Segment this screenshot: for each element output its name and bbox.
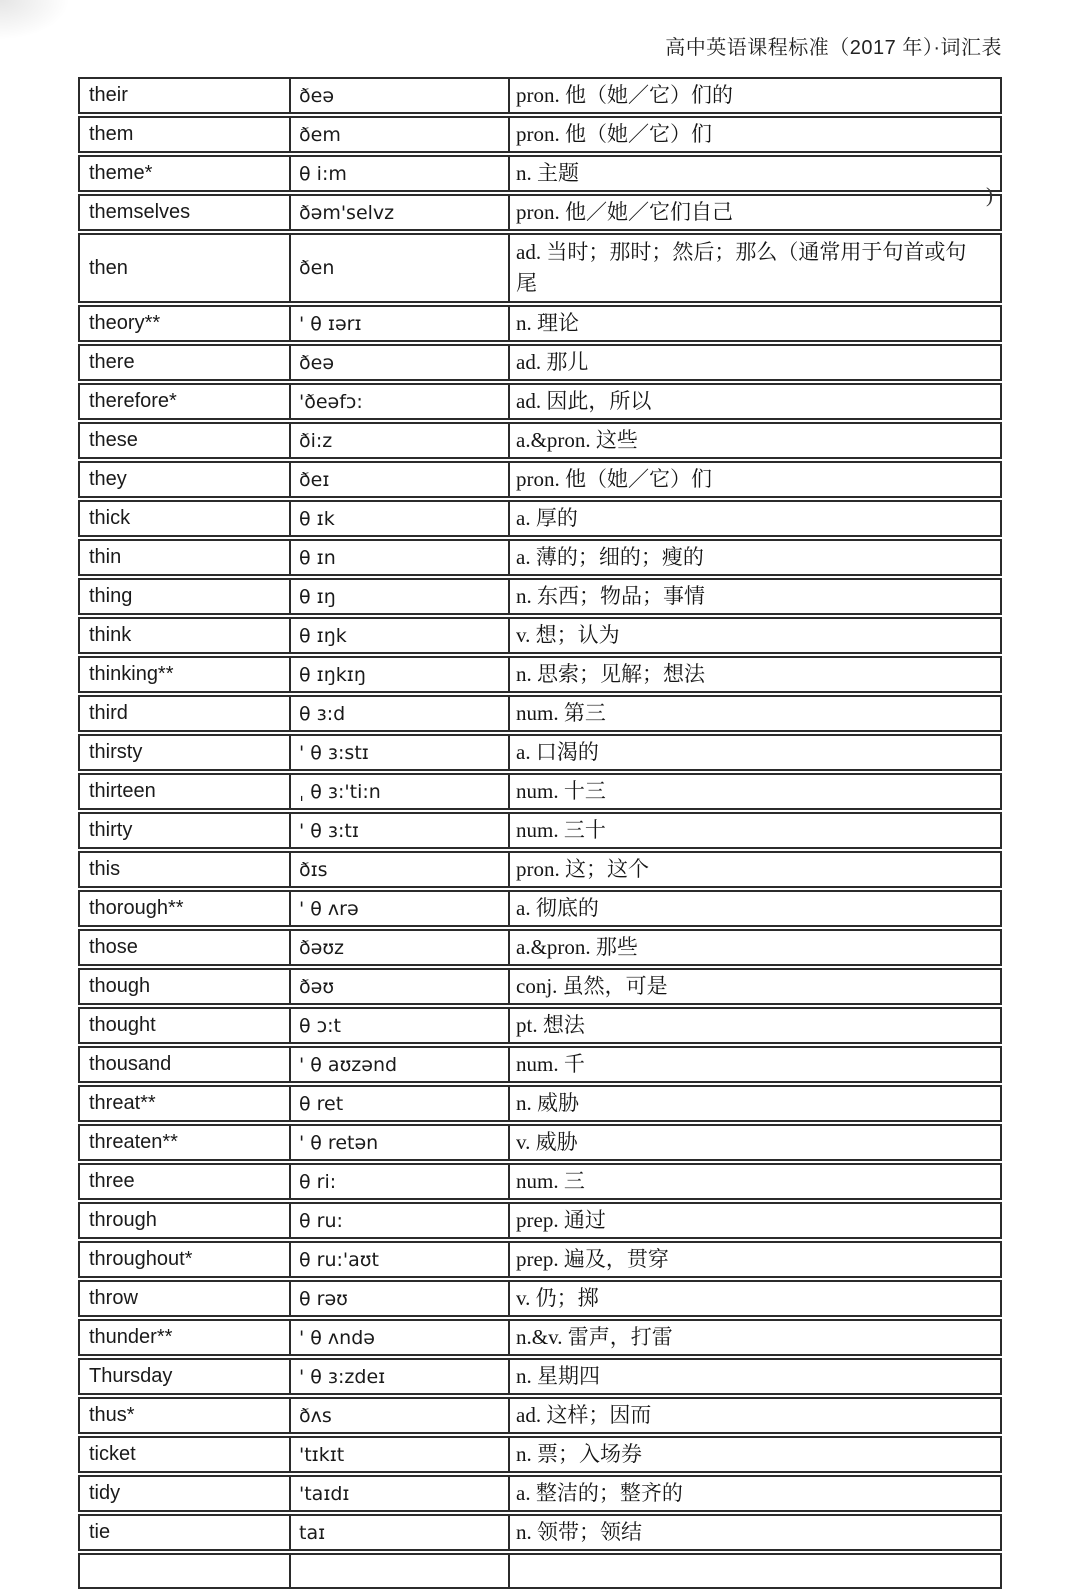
phonetic-cell: ðəm'selvz	[291, 194, 510, 231]
definition-cell	[510, 344, 1002, 381]
word-cell: throw	[78, 1280, 291, 1317]
word-cell: thirty	[78, 812, 291, 849]
definition-cell	[510, 695, 1002, 732]
word-cell: thirteen	[78, 773, 291, 810]
phonetic-cell: ðeɪ	[291, 461, 510, 498]
word-cell: their	[78, 77, 291, 114]
definition-text: a. 厚的	[516, 506, 578, 530]
table-row	[78, 812, 1002, 849]
definition-cell	[510, 1046, 1002, 1083]
vocab-table-body	[78, 77, 1002, 1589]
table-row	[78, 734, 1002, 771]
word-cell: themselves	[78, 194, 291, 231]
table-row	[78, 1514, 1002, 1551]
definition-cell	[510, 155, 1002, 192]
definition-text: pron. 他／她／它们自己	[516, 200, 733, 224]
definition-cell	[510, 812, 1002, 849]
word-cell: therefore*	[78, 383, 291, 420]
table-row	[78, 1241, 1002, 1278]
table-row	[78, 851, 1002, 888]
definition-cell	[510, 500, 1002, 537]
word-cell: thin	[78, 539, 291, 576]
table-row	[78, 194, 1002, 231]
definition-text: pron. 他（她／它）们	[516, 122, 712, 146]
word-cell: thunder**	[78, 1319, 291, 1356]
table-row	[78, 116, 1002, 153]
table-row	[78, 695, 1002, 732]
phonetic-cell: ðem	[291, 116, 510, 153]
definition-text: a.&pron. 这些	[516, 428, 638, 452]
phonetic-cell: 'taɪdɪ	[291, 1475, 510, 1512]
page-title: 高中英语课程标准（2017 年）·词汇表	[665, 37, 1002, 59]
definition-text: a. 整洁的；整齐的	[516, 1481, 683, 1505]
phonetic-cell: θ ɪŋk	[291, 617, 510, 654]
definition-cell	[510, 194, 1002, 231]
table-row	[78, 890, 1002, 927]
definition-text: prep. 通过	[516, 1208, 606, 1232]
phonetic-cell: ðeə	[291, 77, 510, 114]
table-row	[78, 1085, 1002, 1122]
phonetic-cell: ðɪs	[291, 851, 510, 888]
phonetic-cell: ði:z	[291, 422, 510, 459]
phonetic-cell: ' θ ɜ:tɪ	[291, 812, 510, 849]
phonetic-cell: ðeə	[291, 344, 510, 381]
word-cell: thinking**	[78, 656, 291, 693]
phonetic-cell: ' θ retən	[291, 1124, 510, 1161]
definition-cell	[510, 1280, 1002, 1317]
table-row-partial	[78, 1553, 1002, 1589]
table-row	[78, 1202, 1002, 1239]
definition-cell	[510, 233, 1002, 303]
definition-text: n. 理论	[516, 311, 579, 335]
phonetic-cell: taɪ	[291, 1514, 510, 1551]
definition-text: ad. 那儿	[516, 350, 589, 374]
phonetic-cell: ðʌs	[291, 1397, 510, 1434]
word-cell: thick	[78, 500, 291, 537]
phonetic-cell: ' θ ʌndə	[291, 1319, 510, 1356]
word-cell: then	[78, 233, 291, 303]
table-row	[78, 773, 1002, 810]
definition-text: num. 第三	[516, 701, 606, 725]
definition-cell	[510, 422, 1002, 459]
word-cell: though	[78, 968, 291, 1005]
phonetic-cell: 'tɪkɪt	[291, 1436, 510, 1473]
definition-cell	[510, 1436, 1002, 1473]
word-cell: through	[78, 1202, 291, 1239]
scan-shadow	[0, 0, 70, 40]
word-cell: these	[78, 422, 291, 459]
table-row	[78, 929, 1002, 966]
definition-text: n. 领带；领结	[516, 1520, 642, 1544]
definition-text: n. 思索；见解；想法	[516, 662, 705, 686]
phonetic-cell: θ ɪn	[291, 539, 510, 576]
table-row	[78, 1280, 1002, 1317]
definition-text: num. 十三	[516, 779, 606, 803]
definition-text: pt. 想法	[516, 1013, 585, 1037]
definition-text: n. 主题	[516, 161, 579, 185]
table-row	[78, 1007, 1002, 1044]
word-cell: thirsty	[78, 734, 291, 771]
phonetic-cell: ˌ θ ɜ:'ti:n	[291, 773, 510, 810]
definition-cell	[510, 1241, 1002, 1278]
table-row	[78, 422, 1002, 459]
vocabulary-table-container	[78, 75, 1002, 1591]
definition-text: a. 口渴的	[516, 740, 599, 764]
definition-text: n. 星期四	[516, 1364, 600, 1388]
definition-text: n. 票；入场券	[516, 1442, 642, 1466]
definition-cell	[510, 1007, 1002, 1044]
definition-cell	[510, 1358, 1002, 1395]
definition-text: ad. 因此，所以	[516, 389, 652, 413]
phonetic-cell: θ ru:'aʊt	[291, 1241, 510, 1278]
definition-text: prep. 遍及，贯穿	[516, 1247, 669, 1271]
phonetic-cell: ' θ ɜ:stɪ	[291, 734, 510, 771]
definition-cell	[510, 461, 1002, 498]
definition-text: pron. 他（她／它）们	[516, 467, 712, 491]
table-row	[78, 1475, 1002, 1512]
definition-cell	[510, 890, 1002, 927]
word-cell: three	[78, 1163, 291, 1200]
phonetic-cell	[291, 1553, 510, 1589]
table-row	[78, 1163, 1002, 1200]
definition-cell	[510, 1475, 1002, 1512]
phonetic-cell: θ ɪk	[291, 500, 510, 537]
definition-cell	[510, 1124, 1002, 1161]
definition-cell	[510, 578, 1002, 615]
definition-text: ad. 这样；因而	[516, 1403, 652, 1427]
word-cell: theme*	[78, 155, 291, 192]
table-row	[78, 968, 1002, 1005]
definition-text: a.&pron. 那些	[516, 935, 638, 959]
definition-text: ad. 当时；那时；然后；那么（通常用于句首或句尾	[516, 240, 967, 295]
table-row	[78, 1436, 1002, 1473]
table-row	[78, 344, 1002, 381]
table-row	[78, 578, 1002, 615]
word-cell: Thursday	[78, 1358, 291, 1395]
definition-cell	[510, 1397, 1002, 1434]
word-cell: there	[78, 344, 291, 381]
word-cell: theory**	[78, 305, 291, 342]
definition-text: pron. 他（她／它）们的	[516, 83, 733, 107]
definition-text: v. 仍；掷	[516, 1286, 599, 1310]
definition-cell	[510, 305, 1002, 342]
phonetic-cell: θ ɔ:t	[291, 1007, 510, 1044]
word-cell: thorough**	[78, 890, 291, 927]
definition-cell	[510, 968, 1002, 1005]
definition-cell	[510, 1553, 1002, 1589]
table-row	[78, 1358, 1002, 1395]
table-row	[78, 1319, 1002, 1356]
stray-paren-artifact: )	[986, 183, 993, 207]
word-cell: thus*	[78, 1397, 291, 1434]
definition-cell	[510, 656, 1002, 693]
phonetic-cell: ðəʊz	[291, 929, 510, 966]
definition-cell	[510, 1319, 1002, 1356]
definition-cell	[510, 539, 1002, 576]
word-cell: threaten**	[78, 1124, 291, 1161]
definition-cell	[510, 77, 1002, 114]
definition-text: num. 三	[516, 1169, 585, 1193]
word-cell: thing	[78, 578, 291, 615]
word-cell: those	[78, 929, 291, 966]
phonetic-cell: θ ɜ:d	[291, 695, 510, 732]
table-row	[78, 539, 1002, 576]
phonetic-cell: ðen	[291, 233, 510, 303]
word-cell: ticket	[78, 1436, 291, 1473]
word-cell: thought	[78, 1007, 291, 1044]
definition-cell	[510, 1202, 1002, 1239]
word-cell: tidy	[78, 1475, 291, 1512]
word-cell: tie	[78, 1514, 291, 1551]
definition-cell	[510, 116, 1002, 153]
phonetic-cell: ' θ aʊzənd	[291, 1046, 510, 1083]
word-cell: this	[78, 851, 291, 888]
phonetic-cell: θ rəʊ	[291, 1280, 510, 1317]
definition-cell	[510, 617, 1002, 654]
phonetic-cell: ' θ ʌrə	[291, 890, 510, 927]
word-cell: third	[78, 695, 291, 732]
phonetic-cell: ðəʊ	[291, 968, 510, 1005]
definition-cell	[510, 929, 1002, 966]
phonetic-cell: θ ret	[291, 1085, 510, 1122]
definition-text: v. 威胁	[516, 1130, 578, 1154]
word-cell	[78, 1553, 291, 1589]
table-row	[78, 77, 1002, 114]
word-cell: think	[78, 617, 291, 654]
definition-text: conj. 虽然，可是	[516, 974, 668, 998]
word-cell: they	[78, 461, 291, 498]
vocabulary-table	[78, 75, 1002, 1591]
phonetic-cell: θ ru:	[291, 1202, 510, 1239]
table-row	[78, 383, 1002, 420]
phonetic-cell: θ i:m	[291, 155, 510, 192]
table-row	[78, 1397, 1002, 1434]
word-cell: them	[78, 116, 291, 153]
definition-text: num. 千	[516, 1052, 585, 1076]
word-cell: threat**	[78, 1085, 291, 1122]
phonetic-cell: 'ðeəfɔ:	[291, 383, 510, 420]
word-cell: thousand	[78, 1046, 291, 1083]
table-row	[78, 1124, 1002, 1161]
table-row	[78, 155, 1002, 192]
definition-cell	[510, 1514, 1002, 1551]
definition-text: n. 东西；物品；事情	[516, 584, 705, 608]
phonetic-cell: θ ɪŋ	[291, 578, 510, 615]
phonetic-cell: ' θ ɪərɪ	[291, 305, 510, 342]
table-row	[78, 305, 1002, 342]
definition-cell	[510, 851, 1002, 888]
table-row	[78, 656, 1002, 693]
definition-cell	[510, 734, 1002, 771]
definition-text: a. 彻底的	[516, 896, 599, 920]
definition-text: a. 薄的；细的；瘦的	[516, 545, 704, 569]
definition-text: n.&v. 雷声，打雷	[516, 1325, 673, 1349]
table-row	[78, 461, 1002, 498]
table-row	[78, 617, 1002, 654]
definition-text: n. 威胁	[516, 1091, 579, 1115]
table-row	[78, 1046, 1002, 1083]
phonetic-cell: θ ɪŋkɪŋ	[291, 656, 510, 693]
phonetic-cell: θ ri:	[291, 1163, 510, 1200]
definition-cell	[510, 1163, 1002, 1200]
definition-text: v. 想；认为	[516, 623, 620, 647]
word-cell: throughout*	[78, 1241, 291, 1278]
definition-text: num. 三十	[516, 818, 606, 842]
definition-text: pron. 这；这个	[516, 857, 649, 881]
definition-cell	[510, 383, 1002, 420]
table-row	[78, 500, 1002, 537]
definition-cell	[510, 773, 1002, 810]
table-row	[78, 233, 1002, 303]
phonetic-cell: ' θ ɜ:zdeɪ	[291, 1358, 510, 1395]
definition-cell	[510, 1085, 1002, 1122]
